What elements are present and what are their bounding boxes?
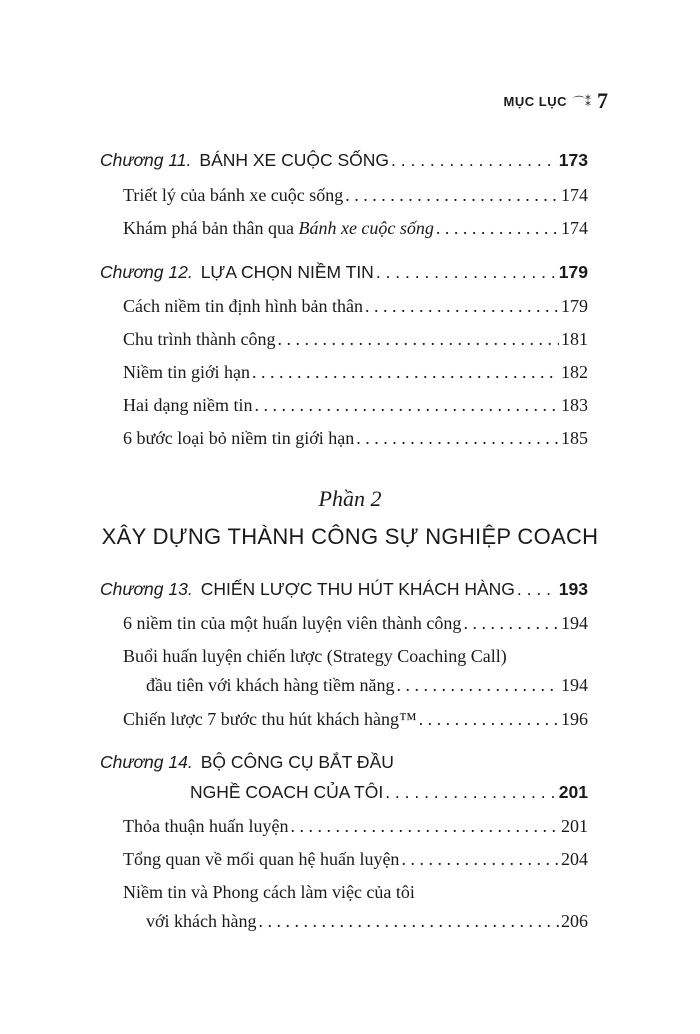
toc-entry[interactable]	[146, 672, 588, 698]
running-header	[504, 88, 608, 114]
entry-page: 181	[561, 329, 588, 349]
chapter-number: Chương 12.	[100, 262, 193, 282]
entry-label-line1[interactable]: Buổi huấn luyện chiến lược (Strategy Coaching Call)	[123, 646, 507, 666]
chapter-number: Chương 13.	[100, 579, 193, 599]
entry-page: 174	[561, 218, 588, 238]
chapter-title-line2: NGHỀ COACH CỦA TÔI	[190, 782, 384, 802]
toc-entry[interactable]	[123, 215, 588, 241]
chapter-page: 173	[558, 150, 588, 170]
chapter-number: Chương 14.	[100, 752, 193, 772]
toc-entry[interactable]	[123, 293, 588, 319]
dot-leader	[463, 610, 559, 636]
dot-leader	[376, 259, 557, 285]
entry-label: Chu trình thành công	[123, 329, 276, 349]
toc-entry[interactable]	[123, 846, 588, 872]
header-ornament: ⌒⁑	[572, 94, 591, 109]
toc-entry[interactable]	[123, 392, 588, 418]
entry-page: 174	[561, 185, 588, 205]
dot-leader	[277, 326, 559, 352]
dot-leader	[419, 706, 559, 732]
entry-label: Thỏa thuận huấn luyện	[123, 816, 289, 836]
entry-label-line1[interactable]: Niềm tin và Phong cách làm việc của tôi	[123, 882, 415, 902]
chapter-title: CHIẾN LƯỢC THU HÚT KHÁCH HÀNG	[200, 579, 515, 599]
dot-leader	[517, 576, 557, 602]
entry-label: Tổng quan về mối quan hệ huấn luyện	[123, 849, 400, 869]
dot-leader	[254, 392, 559, 418]
chapter-page: 193	[558, 579, 588, 599]
toc-entry[interactable]	[123, 813, 588, 839]
toc-entry[interactable]	[123, 610, 588, 636]
dot-leader	[345, 182, 559, 208]
entry-page: 196	[561, 709, 588, 729]
entry-label: Triết lý của bánh xe cuộc sống	[123, 185, 344, 205]
dot-leader	[259, 908, 560, 934]
entry-label: Cách niềm tin định hình bản thân	[123, 296, 363, 316]
entry-page: 206	[561, 911, 588, 931]
dot-leader	[396, 672, 559, 698]
entry-label-line2: với khách hàng	[146, 911, 257, 931]
chapter-number: Chương 11.	[100, 150, 192, 170]
entry-label: 6 niềm tin của một huấn luyện viên thành công	[123, 613, 462, 633]
toc-chapter-12[interactable]	[100, 259, 588, 285]
chapter-title-line1: BỘ CÔNG CỤ BẮT ĐẦU	[200, 752, 394, 772]
entry-label: Chiến lược 7 bước thu hút khách hàng™	[123, 709, 417, 729]
dot-leader	[401, 846, 559, 872]
dot-leader	[365, 293, 559, 319]
toc-chapter-13[interactable]	[100, 576, 588, 602]
dot-leader	[356, 425, 559, 451]
toc-entry[interactable]	[123, 359, 588, 385]
dot-leader	[436, 215, 559, 241]
entry-label: Khám phá bản thân qua	[123, 218, 299, 238]
entry-page: 194	[561, 675, 588, 695]
entry-label: Hai dạng niềm tin	[123, 395, 253, 415]
toc-entry[interactable]	[146, 908, 588, 934]
dot-leader	[252, 359, 559, 385]
entry-page: 194	[561, 613, 588, 633]
toc-entry[interactable]	[123, 182, 588, 208]
entry-page: 201	[561, 816, 588, 836]
chapter-title: LỰA CHỌN NIỀM TIN	[200, 262, 374, 282]
dot-leader	[391, 147, 557, 173]
part-title: XÂY DỰNG THÀNH CÔNG SỰ NGHIỆP COACH	[101, 524, 599, 549]
entry-page: 179	[561, 296, 588, 316]
toc-chapter-14-line2[interactable]	[190, 779, 588, 805]
entry-label: Niềm tin giới hạn	[123, 362, 251, 382]
entry-page: 183	[561, 395, 588, 415]
chapter-page: 201	[558, 782, 588, 802]
toc-chapter-11[interactable]	[100, 147, 588, 173]
toc-entry[interactable]	[123, 425, 588, 451]
toc-entry[interactable]	[123, 326, 588, 352]
page-number: 7	[597, 88, 608, 113]
chapter-title: BÁNH XE CUỘC SỐNG	[199, 150, 390, 170]
entry-page: 204	[561, 849, 588, 869]
toc-chapter-14-line1[interactable]	[100, 749, 394, 775]
entry-label-line2: đầu tiên với khách hàng tiềm năng	[146, 675, 395, 695]
part-number: Phần 2	[318, 486, 382, 511]
entry-page: 182	[561, 362, 588, 382]
chapter-page: 179	[558, 262, 588, 282]
entry-page: 185	[561, 428, 588, 448]
toc-entry[interactable]	[123, 706, 588, 732]
dot-leader	[290, 813, 559, 839]
header-title: MỤC LỤC	[503, 93, 567, 109]
entry-label-italic: Bánh xe cuộc sống	[298, 218, 434, 238]
dot-leader	[385, 779, 557, 805]
entry-label: 6 bước loại bỏ niềm tin giới hạn	[123, 428, 355, 448]
